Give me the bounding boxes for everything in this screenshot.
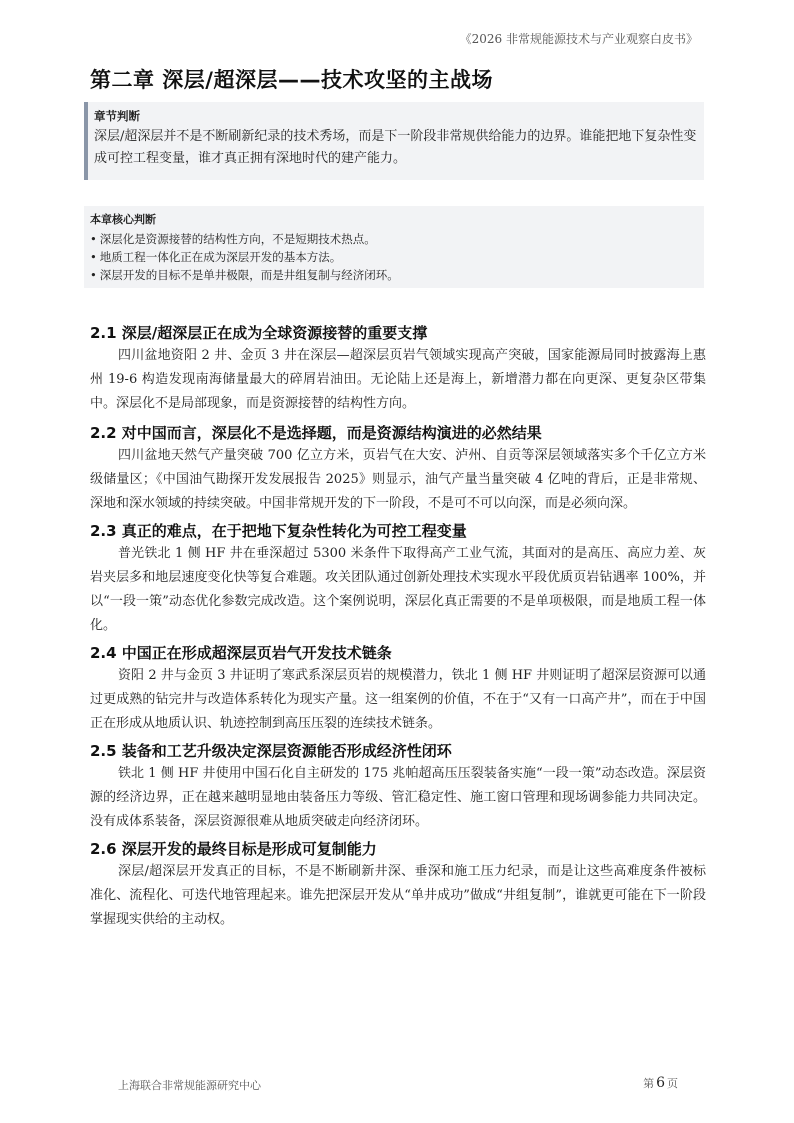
section-heading: 2.5 装备和工艺升级决定深层资源能否形成经济性闭环 [90, 742, 452, 760]
core-judgment-item: • 深层开发的目标不是单井极限，而是井组复制与经济闭环。 [90, 266, 704, 284]
section-body: 四川盆地天然气产量突破 700 亿立方米，页岩气在大安、泸州、自贡等深层领域落实多个千亿立方米级储量区；《中国油气勘探开发发展报告 2025》则显示，油气产量当量突破 4 亿吨的背后，正是非常规、深地和深水领域的持续突破。中国非常规开发的下一阶段，不是可不可以向深，而是必须向深。 [90, 448, 706, 511]
page-number [643, 1075, 678, 1091]
section-2-2 [90, 422, 706, 516]
core-judgment-box [84, 206, 704, 288]
footer-organization: 上海联合非常规能源研究中心 [118, 1079, 261, 1092]
section-heading: 2.6 深层开发的最终目标是形成可复制能力 [90, 840, 377, 858]
running-header: 《2026 非常规能源技术与产业观察白皮书》 [459, 32, 698, 46]
section-body: 深层/超深层开发真正的目标，不是不断刷新井深、垂深和施工压力纪录，而是让这些高难度条件被标准化、流程化、可迭代地管理起来。谁先把深层开发从“单井成功”做成“井组复制”，谁就更可能在下一阶段掌握现实供给的主动权。 [90, 864, 706, 927]
section-heading: 2.4 中国正在形成超深层页岩气开发技术链条 [90, 644, 392, 662]
page-number-value: 6 [656, 1075, 665, 1091]
chapter-judgment-box [84, 102, 704, 180]
section-body: 普光铁北 1 侧 HF 井在垂深超过 5300 米条件下取得高产工业气流，其面对的是高压、高应力差、灰岩夹层多和地层速度变化快等复合难题。攻关团队通过创新处理技术实现水平段优质页岩钻遇率 100%，并以“一段一策”动态优化参数完成改造。这个案例说明，深层化真正需要的不是单项极限，而是地质工程一体化。 [90, 546, 706, 633]
section-2-5 [90, 740, 706, 834]
section-heading: 2.2 对中国而言，深层化不是选择题，而是资源结构演进的必然结果 [90, 424, 542, 442]
core-judgment-label: 本章核心判断 [90, 213, 156, 226]
section-body: 四川盆地资阳 2 井、金页 3 井在深层—超深层页岩气领域实现高产突破，国家能源局同时披露海上惠州 19-6 构造发现南海储量最大的碎屑岩油田。无论陆上还是海上，新增潜力都在向更深、更复杂区带集中。深层化不是局部现象，而是资源接替的结构性方向。 [90, 348, 706, 411]
chapter-title: 第二章 深层/超深层——技术攻坚的主战场 [90, 68, 493, 92]
section-2-1 [90, 322, 706, 416]
section-2-6 [90, 838, 706, 932]
section-2-4 [90, 642, 706, 736]
core-judgment-list [90, 230, 704, 284]
page-prefix: 第 [643, 1077, 655, 1090]
section-heading: 2.3 真正的难点，在于把地下复杂性转化为可控工程变量 [90, 522, 467, 540]
section-body: 铁北 1 侧 HF 井使用中国石化自主研发的 175 兆帕超高压压裂装备实施“一段一策”动态改造。深层资源的经济边界，正在越来越明显地由装备压力等级、管汇稳定性、施工窗口管理和现场调参能力共同决定。没有成体系装备，深层资源很难从地质突破走向经济闭环。 [90, 766, 706, 829]
section-heading: 2.1 深层/超深层正在成为全球资源接替的重要支撑 [90, 324, 428, 342]
chapter-judgment-text: 深层/超深层并不是不断刷新纪录的技术秀场，而是下一阶段非常规供给能力的边界。谁能把地下复杂性变成可控工程变量，谁才真正拥有深地时代的建产能力。 [94, 129, 697, 166]
core-judgment-item: • 深层化是资源接替的结构性方向，不是短期技术热点。 [90, 230, 704, 248]
chapter-judgment-label: 章节判断 [94, 109, 140, 123]
section-body: 资阳 2 井与金页 3 井证明了寒武系深层页岩的规模潜力，铁北 1 侧 HF 井则证明了超深层资源可以通过更成熟的钻完井与改造体系转化为现实产量。这一组案例的价值，不在于“又有一口高产井”，而在于中国正在形成从地质认识、轨迹控制到高压压裂的连续技术链条。 [90, 668, 706, 731]
core-judgment-item: • 地质工程一体化正在成为深层开发的基本方法。 [90, 248, 704, 266]
section-2-3 [90, 520, 706, 638]
page-suffix: 页 [667, 1077, 678, 1090]
